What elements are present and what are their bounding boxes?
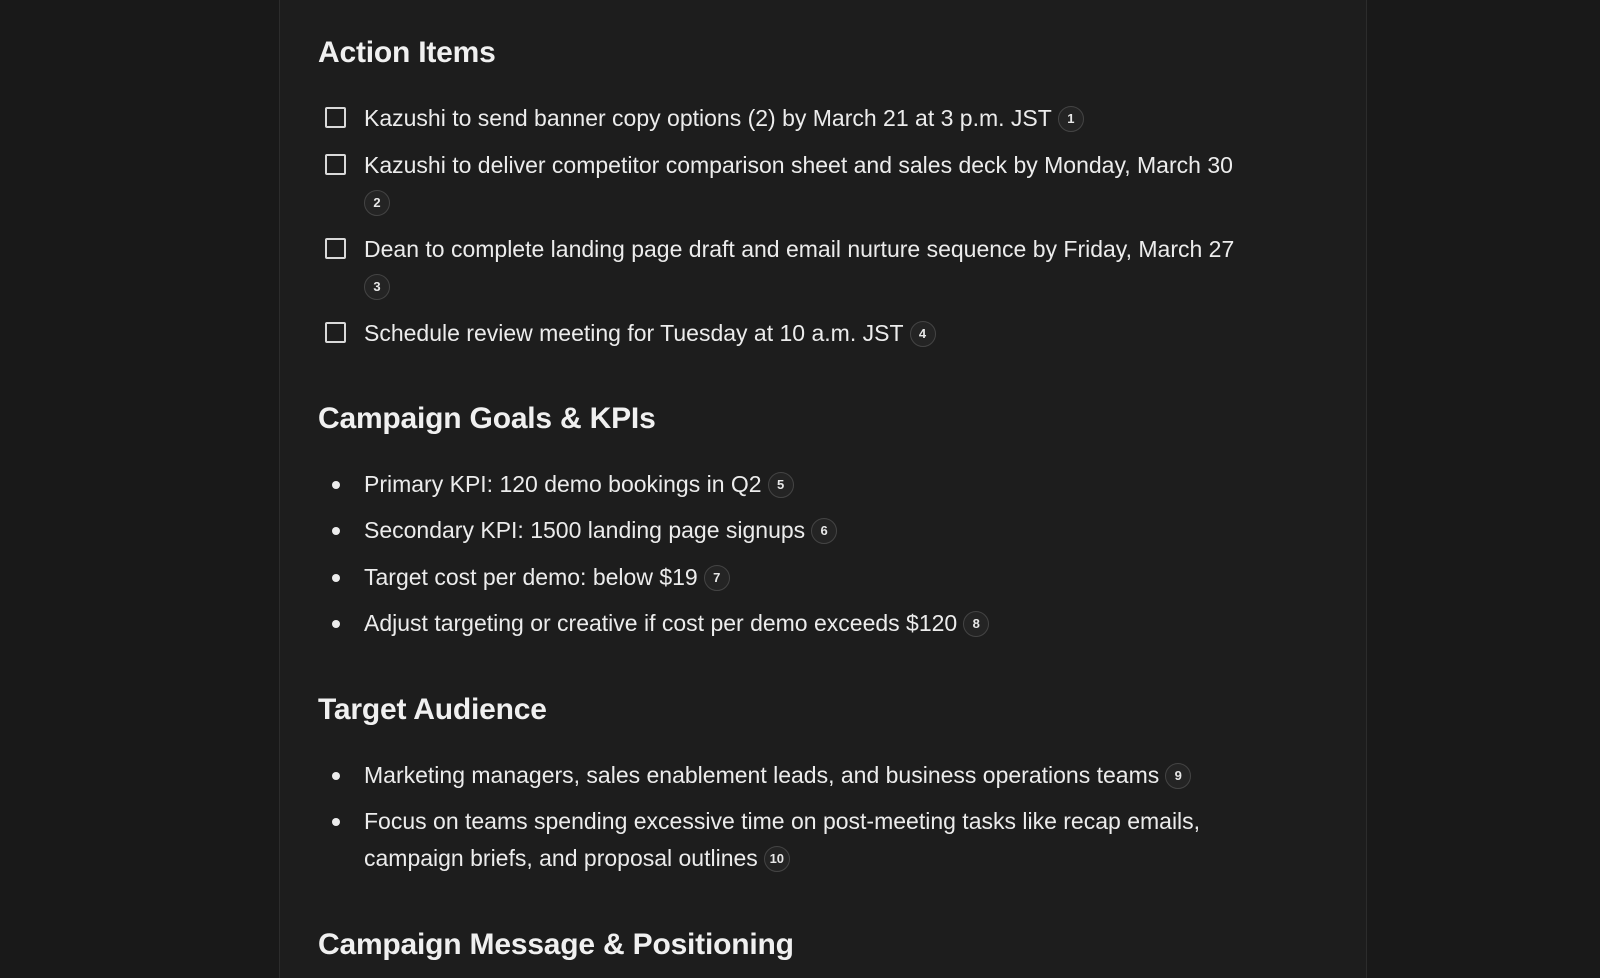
list-item-text: Secondary KPI: 1500 landing page signups: [364, 517, 806, 543]
todo-item: [318, 147, 1328, 221]
list-item-text: Focus on teams spending excessive time on post-meeting tasks like recap emails,: [364, 808, 1201, 834]
todo-text: Kazushi to deliver competitor comparison sheet and sales deck by Monday, March 30: [364, 152, 1233, 178]
heading-campaign-message: Campaign Message & Positioning: [318, 928, 794, 961]
heading-target-audience: Target Audience: [318, 693, 547, 726]
citation-badge[interactable]: 10: [764, 846, 790, 872]
list-item: [318, 512, 1328, 549]
todo-checkbox[interactable]: [325, 107, 346, 128]
list-item-text: Marketing managers, sales enablement leads, and business operations teams: [364, 762, 1160, 788]
bullet-icon: [332, 527, 340, 535]
list-item-text: Adjust targeting or creative if cost per demo exceeds $120: [364, 610, 958, 636]
citation-badge[interactable]: 5: [768, 472, 794, 498]
citation-badge[interactable]: 4: [910, 321, 936, 347]
citation-badge[interactable]: 1: [1058, 106, 1084, 132]
heading-action-items: Action Items: [318, 36, 496, 69]
todo-text: Kazushi to send banner copy options (2) by March 21 at 3 p.m. JST: [364, 105, 1052, 131]
list-item-text: campaign briefs, and proposal outlines: [364, 845, 758, 871]
list-item: [318, 605, 1328, 642]
list-item: [318, 803, 1328, 877]
citation-badge[interactable]: 9: [1165, 763, 1191, 789]
todo-item: [318, 315, 1328, 352]
bullet-icon: [332, 481, 340, 489]
bullet-icon: [332, 574, 340, 582]
list-item-text: Target cost per demo: below $19: [364, 564, 698, 590]
todo-text: Dean to complete landing page draft and email nurture sequence by Friday, March 27: [364, 236, 1235, 262]
citation-badge[interactable]: 2: [364, 190, 390, 216]
citation-badge[interactable]: 6: [811, 518, 837, 544]
heading-campaign-goals: Campaign Goals & KPIs: [318, 402, 656, 435]
citation-badge[interactable]: 7: [704, 565, 730, 591]
list-item: [318, 466, 1328, 503]
todo-checkbox[interactable]: [325, 238, 346, 259]
list-item: [318, 757, 1328, 794]
todo-text: Schedule review meeting for Tuesday at 10 a.m. JST: [364, 320, 904, 346]
todo-item: [318, 231, 1328, 305]
list-item: [318, 559, 1328, 596]
bullet-icon: [332, 620, 340, 628]
todo-checkbox[interactable]: [325, 322, 346, 343]
list-item-text: Primary KPI: 120 demo bookings in Q2: [364, 471, 762, 497]
todo-checkbox[interactable]: [325, 154, 346, 175]
citation-badge[interactable]: 3: [364, 274, 390, 300]
bullet-icon: [332, 772, 340, 780]
citation-badge[interactable]: 8: [963, 611, 989, 637]
todo-item: [318, 100, 1328, 137]
bullet-icon: [332, 818, 340, 826]
